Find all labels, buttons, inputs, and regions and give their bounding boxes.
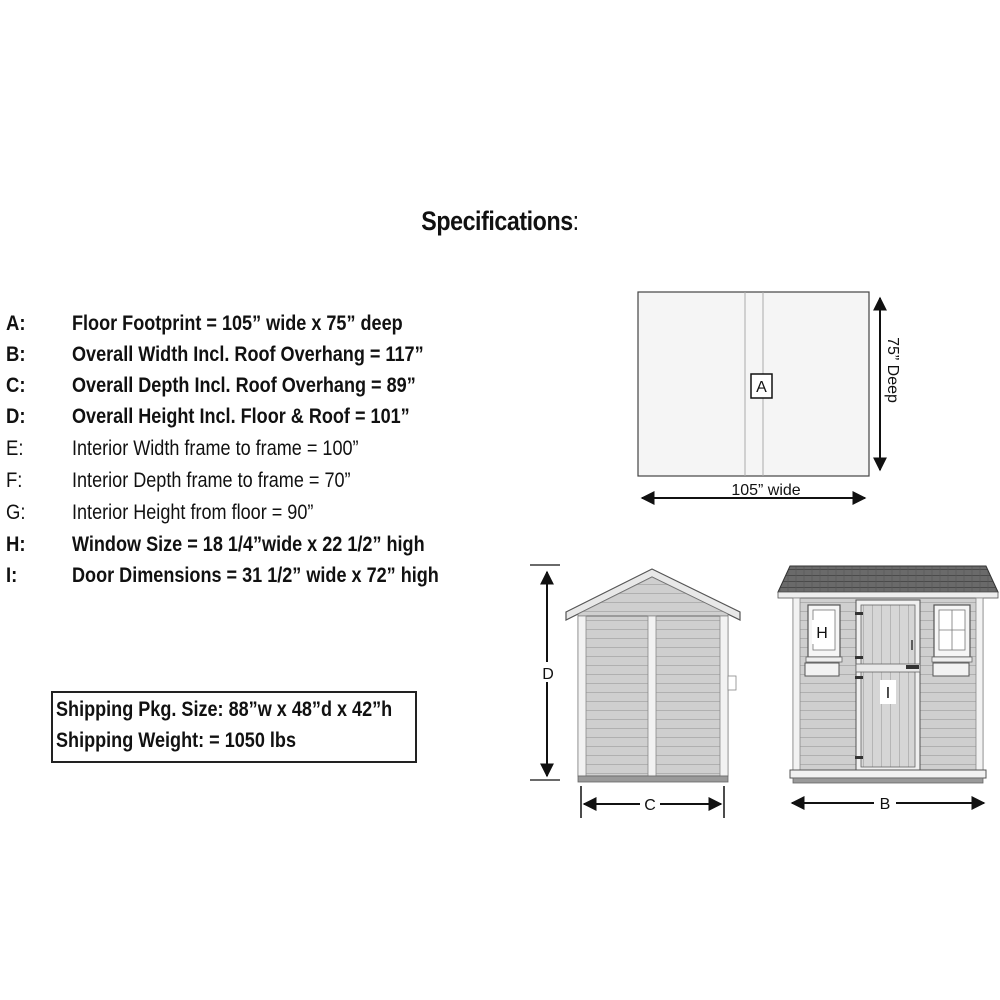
b-label: B (879, 796, 891, 813)
spec-value: Door Dimensions = 31 1/2” wide x 72” high (72, 564, 439, 587)
spec-value: Interior Height from floor = 90” (72, 501, 314, 524)
front-corner-trim (793, 598, 800, 770)
spec-key: G: (6, 501, 26, 524)
height-label: D (542, 666, 554, 683)
spec-key: A: (6, 312, 26, 335)
floor-plan (638, 292, 901, 499)
side-corner-trim (720, 616, 728, 776)
side-center-trim (648, 616, 656, 776)
spec-key: I: (6, 564, 18, 587)
spec-value: Window Size = 18 1/4”wide x 22 1/2” high (72, 533, 425, 556)
spec-value: Overall Depth Incl. Roof Overhang = 89” (72, 374, 416, 397)
title-colon: : (572, 206, 579, 236)
spec-value: Overall Height Incl. Floor & Roof = 101” (72, 405, 410, 428)
shipping-weight: Shipping Weight: = 1050 lbs (56, 729, 297, 752)
spec-value: Interior Depth frame to frame = 70” (72, 469, 351, 492)
front-view (778, 566, 998, 813)
front-floor-trim (790, 770, 986, 778)
side-window-edge (728, 676, 736, 690)
spec-key: B: (6, 343, 26, 366)
title-text: Specifications (421, 206, 573, 236)
spec-key: E: (6, 437, 24, 460)
door-latch (906, 665, 919, 669)
spec-value: Overall Width Incl. Roof Overhang = 117” (72, 343, 424, 366)
side-view (530, 565, 740, 818)
front-roof (778, 566, 998, 592)
window-label: H (816, 625, 828, 642)
door-label: I (885, 685, 891, 702)
door-hinge (855, 756, 863, 759)
door-hinge (855, 612, 863, 615)
left-window-sill (806, 657, 842, 662)
front-corner-trim (976, 598, 983, 770)
spec-value: Interior Width frame to frame = 100” (72, 437, 359, 460)
width-label: 105” wide (731, 482, 801, 499)
floor-label: A (756, 379, 767, 396)
spec-key: D: (6, 405, 26, 428)
spec-key: H: (6, 533, 26, 556)
spec-value: Floor Footprint = 105” wide x 75” deep (72, 312, 403, 335)
spec-key: C: (6, 374, 26, 397)
right-window-sill (932, 657, 972, 662)
door-hinge (855, 656, 863, 659)
right-flower-box (933, 663, 969, 676)
left-flower-box (805, 663, 839, 676)
side-floor (578, 776, 728, 782)
depth-label: 75” Deep (884, 337, 901, 403)
shipping-pkg-size: Shipping Pkg. Size: 88”w x 48”d x 42”h (56, 698, 393, 721)
door-hinge (855, 676, 863, 679)
spec-key: F: (6, 469, 23, 492)
side-corner-trim (578, 616, 586, 776)
c-label: C (644, 797, 656, 814)
front-fascia (778, 592, 998, 598)
front-floor (793, 778, 983, 783)
